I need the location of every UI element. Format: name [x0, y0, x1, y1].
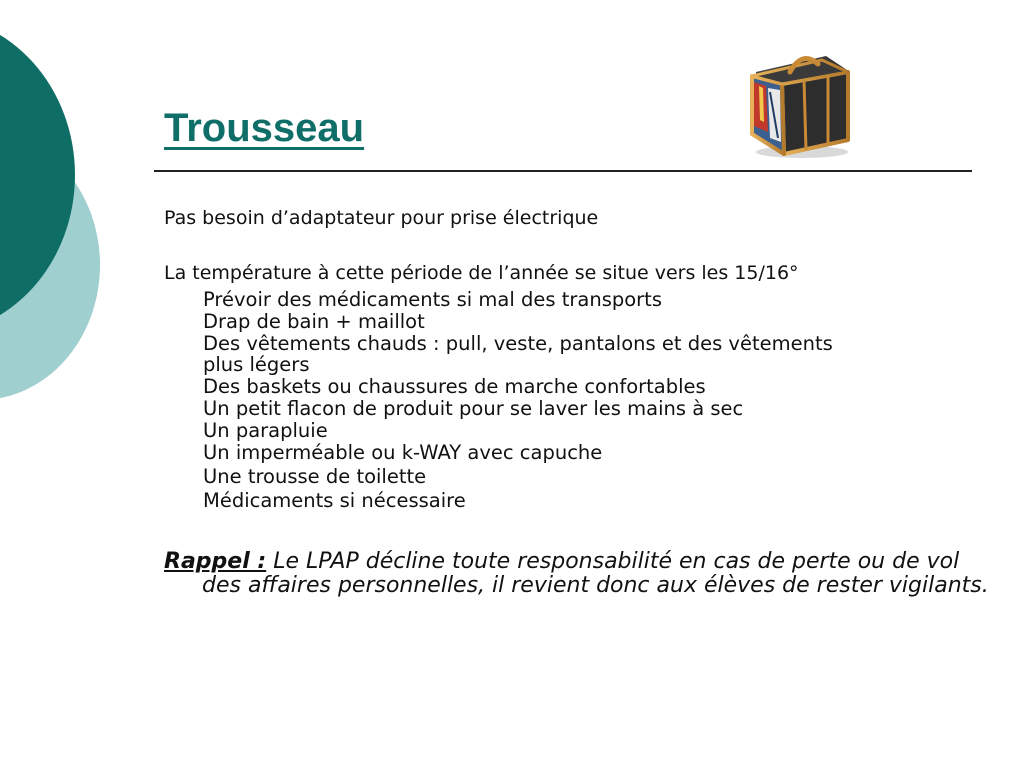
- suitcase-icon: [742, 42, 858, 160]
- reminder-text: Le LPAP décline toute responsabilité en cas de perte ou de vol des affaires personnelles, il revient donc aux élèves de rester vigilants.: [202, 549, 989, 598]
- bullet-item: La température à cette période de l’année se situe vers les 15/16°: [164, 262, 799, 284]
- sub-bullet-item-continuation: plus légers: [203, 353, 310, 376]
- title-divider: [154, 170, 972, 172]
- bullet-item: Pas besoin d’adaptateur pour prise électrique: [164, 207, 599, 229]
- reminder-note: [164, 550, 992, 598]
- sub-bullet-item: Drap de bain + maillot: [203, 310, 425, 333]
- sub-bullet-item: Médicaments si nécessaire: [203, 489, 466, 512]
- sub-bullet-item: Des vêtements chauds : pull, veste, pantalons et des vêtements: [203, 332, 833, 355]
- sub-bullet-item: Un parapluie: [203, 419, 328, 442]
- sub-bullet-item: Une trousse de toilette: [203, 465, 427, 488]
- sub-bullet-item: Prévoir des médicaments si mal des transports: [203, 288, 662, 311]
- sub-bullet-item: Des baskets ou chaussures de marche confortables: [203, 375, 706, 398]
- reminder-label: Rappel :: [164, 549, 267, 574]
- slide-title: Trousseau: [164, 106, 365, 150]
- sub-bullet-item: Un petit flacon de produit pour se laver les mains à sec: [203, 397, 744, 420]
- sub-bullet-item: Un imperméable ou k-WAY avec capuche: [203, 441, 603, 464]
